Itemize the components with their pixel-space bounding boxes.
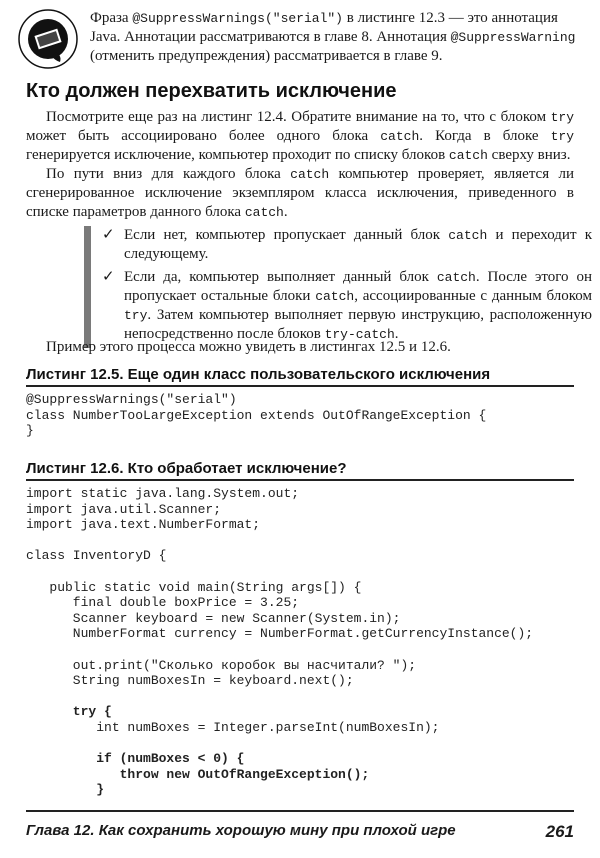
page-footer [26,822,574,842]
section-heading: Кто должен перехватить исключение [26,80,397,102]
crossref-note: Фраза @SuppressWarnings("serial") в листинге 12.3 — это аннотация Java. Аннотации рассматриваются в главе 8. Аннотация @SuppressWarning (отменить предупреждения) рассматривается в главе 9. [90,10,576,64]
checkmark-icon: ✓ [102,269,115,285]
bullet-list [84,226,592,348]
page-number: 261 [545,822,574,841]
chapter-title: Глава 12. Как сохранить хорошую мину при плохой игре [26,822,456,839]
listing-12-6-title: Листинг 12.6. Кто обработает исключение? [26,460,574,481]
checkmark-icon: ✓ [102,227,115,243]
crossref-badge-icon [16,8,80,70]
listing-12-5-code: @SuppressWarnings("serial") class NumberTooLargeException extends OutOfRangeException { } [26,392,487,439]
paragraph-3: Пример этого процесса можно увидеть в листингах 12.5 и 12.6. [46,339,451,355]
paragraph-2: По пути вниз для каждого блока catch компьютер проверяет, является ли сгенерированное исключение экземпляром класса исключения, приведенного в списке параметров данного блока catch. [26,166,574,220]
footer-rule [26,810,574,812]
paragraph-1: Посмотрите еще раз на листинг 12.4. Обратите внимание на то, что с блоком try может быть ассоциировано более одного блока catch. Когда в блоке try генерируется исключение, компьютер проходит по списку блоков catch сверху вниз. [26,109,574,163]
list-item: ✓ Если да, компьютер выполняет данный блок catch. После этого он пропускает остальные блоки catch, ассоциированные с данным блоком try. Затем компьютер выполняет первую инструкцию, расположенную непосредственно после блоков try-catch. [102,269,592,342]
list-item: ✓ Если нет, компьютер пропускает данный блок catch и переходит к следующему. [102,227,592,262]
listing-12-5-title: Листинг 12.5. Еще один класс пользовательского исключения [26,366,574,387]
listing-12-6-code: import static java.lang.System.out; import java.util.Scanner; import java.text.NumberFormat; class InventoryD { public static void main(String args[]) { final double boxPrice = 3.25; Scanner keyboard = new Scanner(System.in); NumberFormat currency = NumberFormat.getCurrencyInstance(); out.print("Сколько коробок вы насчитали? "); String numBoxesIn = keyboard.next(); try { int numBoxes = Integer.parseInt(numBoxesIn); if (numBoxes < 0) { throw new OutOfRangeException(); } [26,486,534,798]
